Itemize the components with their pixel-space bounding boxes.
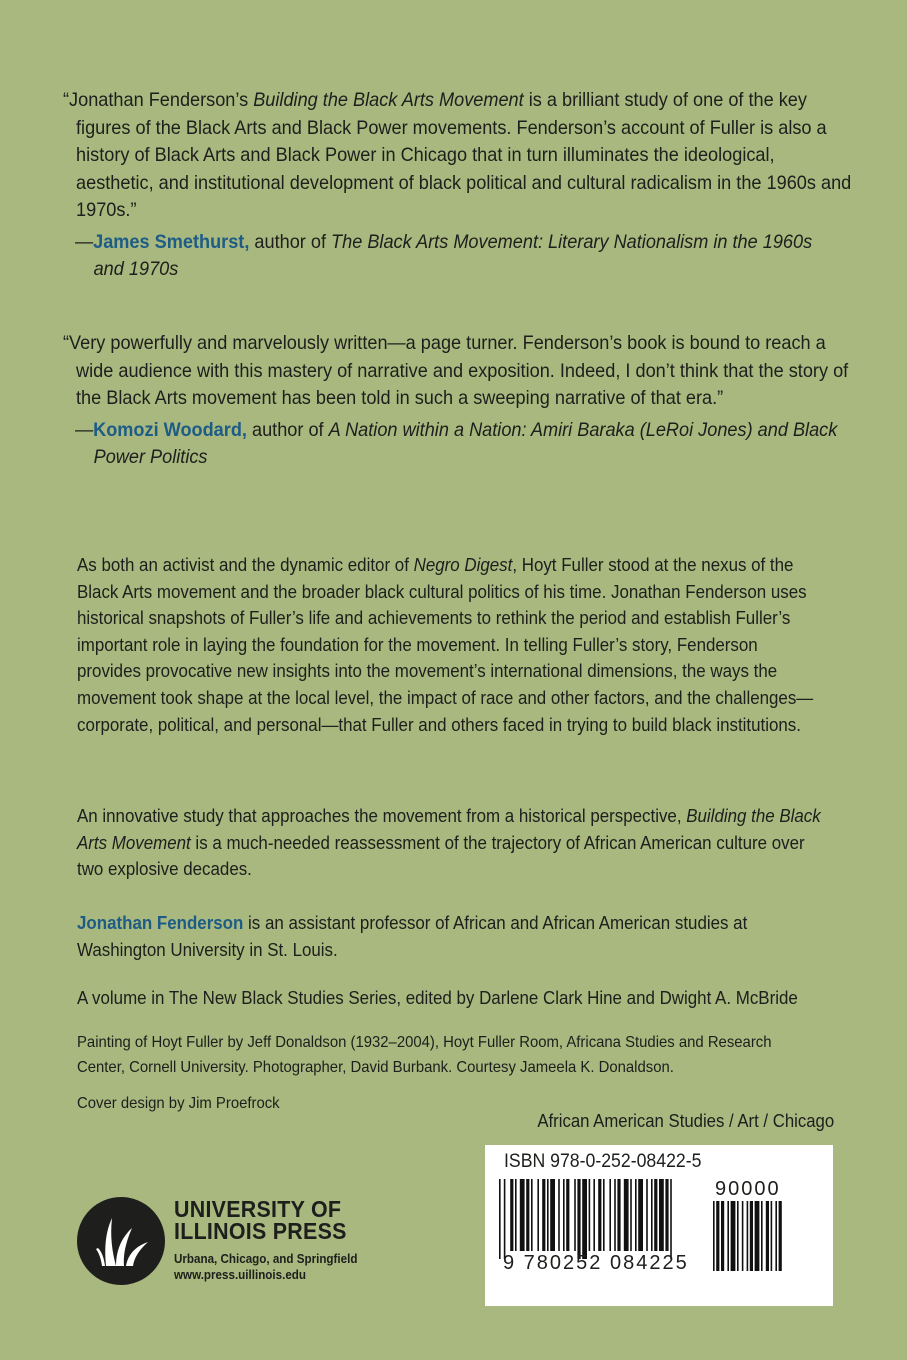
quote-text: “Very powerfully and marvelously written—a page turner. Fenderson’s book is bound to reach a wide audience with this mastery of narrative and exposition. Indeed, I don’t think that the story of the Black Arts movement has been told in such a sweeping narrative of that era.” (63, 332, 849, 409)
description-paragraph-2 (77, 803, 826, 883)
quote-open: “Jonathan Fenderson’s (63, 89, 254, 111)
painting-credit: Painting of Hoyt Fuller by Jeff Donaldson (1932–2004), Hoyt Fuller Room, Africana Studies and Research Center, Cornell University. Photographer, David Burbank. Courtesy Jameela K. Donaldson. (77, 1034, 772, 1076)
attribution-book: A Nation within a Nation: Amiri Baraka (LeRoi Jones) and Black Power Politics (93, 418, 838, 468)
publisher-name-line1: UNIVERSITY OF (174, 1196, 342, 1222)
attribution-dash: — (75, 418, 94, 441)
design-credit: Cover design by Jim Proefrock (77, 1095, 280, 1112)
quote-book-title: Building the Black Arts Movement (253, 89, 524, 111)
blurb-smethurst (63, 87, 852, 284)
attribution-author: James Smethurst, (93, 230, 250, 253)
quote-text (63, 87, 854, 225)
university-press-logo-icon (76, 1196, 166, 1286)
quote-attribution (75, 417, 847, 472)
attribution-dash: — (75, 230, 94, 253)
publisher-cities: Urbana, Chicago, and Springfield (174, 1252, 358, 1266)
barcode-digits: 9 780252 084225 (503, 1252, 689, 1274)
publisher-url: www.press.uillinois.edu (174, 1268, 307, 1282)
publisher-name-line2: ILLINOIS PRESS (174, 1218, 347, 1244)
author-name: Jonathan Fenderson (77, 913, 244, 933)
attribution-book: The Black Arts Movement: Literary Nationalism in the 1960s and 1970s (93, 230, 813, 280)
publisher-name (174, 1198, 347, 1242)
barcode-box (485, 1145, 833, 1306)
author-bio (77, 910, 826, 963)
subject-categories: African American Studies / Art / Chicago (537, 1111, 834, 1131)
quote-rest: is a brilliant study of one of the key figures of the Black Arts and Black Power movements. Fenderson’s account of Fuller is also a history of Black Arts and Black Power in Chicago that in turn illuminates the ideological, aesthetic, and institutional development of black political and cultural radicalism in the 1960s and 1970s.” (76, 89, 852, 221)
quote-attribution (75, 229, 847, 284)
attribution-author-of: author of (246, 418, 329, 441)
attribution-author-of: author of (249, 230, 332, 253)
barcode-image (485, 1145, 833, 1306)
series-note: A volume in The New Black Studies Series, edited by Darlene Clark Hine and Dwight A. McBride (77, 988, 798, 1008)
attribution-author: Komozi Woodard, (93, 418, 247, 441)
desc-text: is a much-needed reassessment of the trajectory of African American culture over two explosive decades. (77, 832, 805, 880)
desc-book-title: Building the Black Arts Movement (77, 806, 821, 853)
desc-magazine-title: Negro Digest (413, 555, 513, 575)
desc-text: As both an activist and the dynamic editor of (77, 555, 414, 575)
author-bio-text: is an assistant professor of African and African American studies at Washington University in St. Louis. (77, 913, 748, 960)
desc-text: An innovative study that approaches the movement from a historical perspective, (77, 806, 687, 826)
blurb-woodard (63, 330, 849, 472)
description-paragraph-1 (77, 552, 826, 738)
barcode-addon-digits: 90000 (715, 1178, 781, 1200)
desc-text: , Hoyt Fuller stood at the nexus of the Black Arts movement and the broader black cultural politics of his time. Jonathan Fenderson uses historical snapshots of Fuller’s life and achievements to rethink the period and establish Fuller’s important role in laying the foundation for the movement. In telling Fuller’s story, Fenderson provides provocative new insights into the movement’s international dimensions, the ways the movement took shape at the local level, the impact of race and other factors, and the challenges—corporate, political, and personal—that Fuller and others faced in trying to build black institutions. (77, 555, 814, 735)
isbn-label: ISBN 978-0-252-08422-5 (504, 1151, 702, 1172)
